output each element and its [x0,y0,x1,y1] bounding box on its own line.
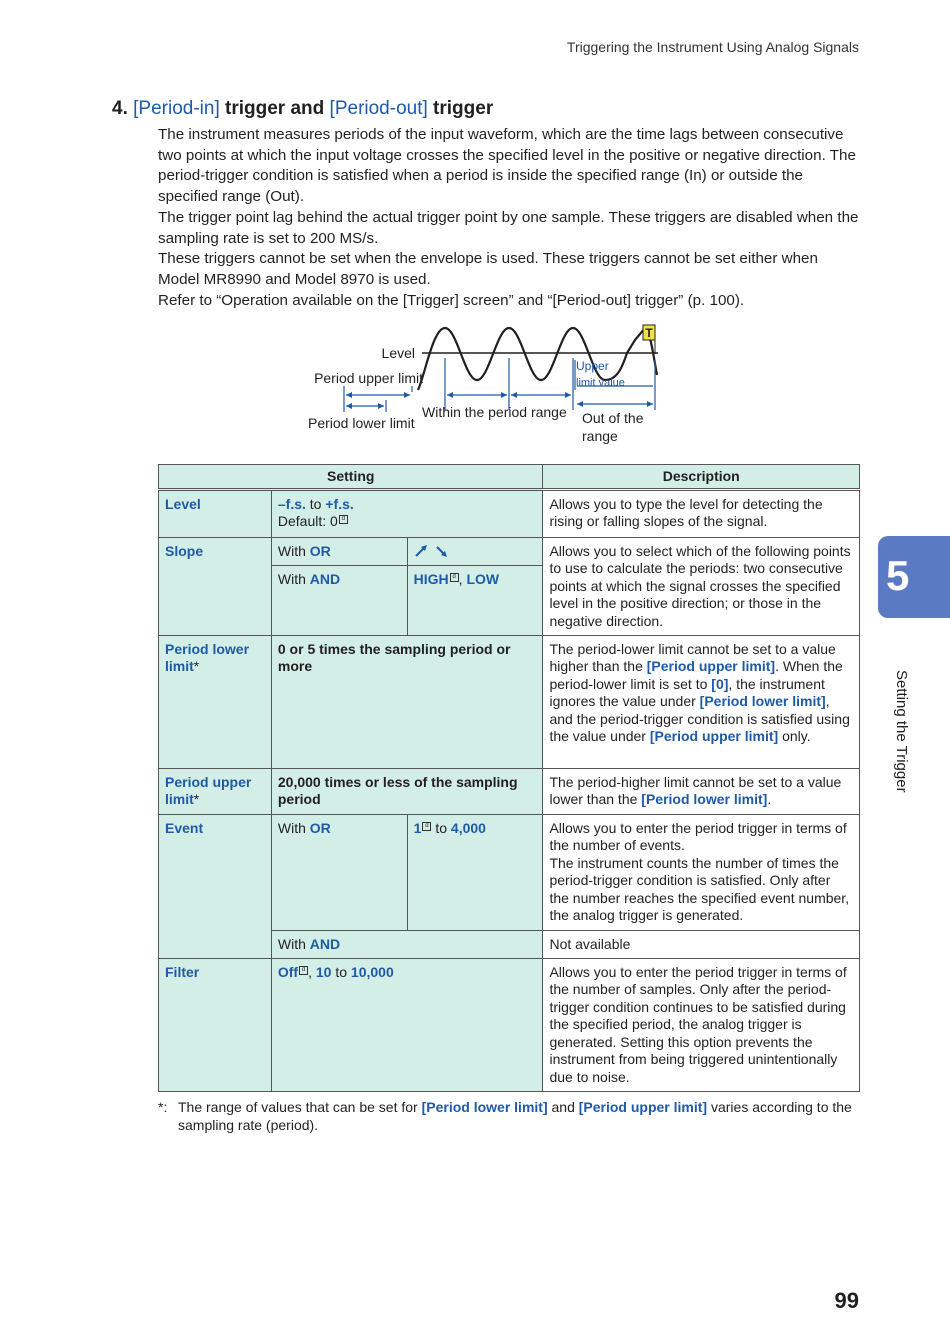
section-number: 4. [112,98,128,119]
period-upper-label: Period upper limit [314,370,423,386]
event-name: Event [159,814,272,958]
out-of-range-label: Out of the [582,410,644,426]
filter-value: Off d , 10 to 10,000 [271,958,543,1091]
slope-name: Slope [159,537,272,635]
upper-value-label-2: limit value [576,377,625,389]
default-marker-icon: d [450,573,459,582]
footnote-mark: *: [158,1099,168,1115]
settings-table [158,464,860,1092]
within-range-label: Within the period range [422,404,567,420]
intro-paragraph: The trigger point lag behind the actual trigger point by one sample. These triggers are disabled when the sampling rate is set to 200 MS/s. [158,208,859,247]
running-header: Triggering the Instrument Using Analog Signals [566,39,859,55]
intro-paragraph: These triggers cannot be set when the envelope is used. These triggers cannot be set either when Model MR8990 and Model 8970 is used. [158,250,818,288]
table-row [159,635,860,768]
period-upper-value: 20,000 times or less of the sampling period [271,768,543,814]
period-trigger-diagram [300,320,680,450]
event-and-description: Not available [543,930,860,958]
filter-name: Filter [159,958,272,1091]
default-marker-icon: d [422,822,431,831]
table-row [159,814,860,930]
slope-description: Allows you to select which of the following points to use to calculate the periods: two consecutive points at which the signal crosses the specified level in the positive direction; or those in the negative direction. [543,537,860,635]
page-number: 99 [834,1288,859,1313]
level-name: Level [159,489,272,537]
event-description: Allows you to enter the period trigger in terms of the number of events. The instrument counts the number of times the period-trigger condition is satisfied. Only after the number reaches the specified event number, the analog trigger is generated. [543,814,860,930]
table-row [159,537,860,565]
filter-description: Allows you to enter the period trigger in terms of the number of samples. Only after the period-trigger condition continues to be satisfied during the specified period, the analog trigger is generated. Setting this option prevents the instrument from being triggered unintentionally due to noise. [543,958,860,1091]
event-and-condition: With AND [271,930,543,958]
table-row [159,489,860,537]
chapter-tab [878,536,950,618]
upper-value-label: Upper [576,359,609,373]
slope-and-values: HIGH d , LOW [407,565,543,635]
header-description: Description [543,465,860,490]
table-header-row [159,465,860,490]
chapter-number: 5 [886,552,910,599]
event-or-condition: With OR [271,814,407,930]
slope-and-condition: With AND [271,565,407,635]
period-lower-name: Period lower limit* [159,635,272,768]
slope-arrows-icon [414,544,448,558]
period-lower-value: 0 or 5 times the sampling period or more [271,635,543,768]
intro-paragraph: Refer to “Operation available on the [Trigger] screen” and “[Period-out] trigger” (p. 100). [158,291,745,309]
table-row [159,768,860,814]
slope-or-values [407,537,543,565]
period-upper-name: Period upper limit* [159,768,272,814]
period-in-tag: [Period-in] [133,98,220,119]
event-or-values: 1 d to 4,000 [407,814,543,930]
footnote-text: The range of values that can be set for [Period lower limit] and [Period upper limit] varies according to the sampling rate (period). [178,1099,852,1133]
chapter-title: Setting the Trigger [893,670,910,793]
heading-tail: trigger [427,98,494,119]
period-upper-description: The period-higher limit cannot be set to a value lower than the [Period lower limit]. [543,768,860,814]
level-value: –f.s. to +f.s. Default: 0 d [271,489,543,537]
intro-text [158,125,863,311]
heading-mid: trigger and [219,98,330,119]
period-lower-label: Period lower limit [308,415,415,431]
table-row [159,958,860,1091]
default-marker-icon: d [299,966,308,975]
period-out-tag: [Period-out] [329,98,428,119]
header-setting: Setting [159,465,543,490]
trigger-marker-label: T [645,326,653,340]
level-label: Level [381,345,415,361]
intro-paragraph: The instrument measures periods of the input waveform, which are the time lags between consecutive two points at which the input voltage crosses the specified level in the positive or negative direction. The period-trigger condition is satisfied when a period is inside the specified range (In) or outside the specified range (Out). [158,126,856,206]
level-description: Allows you to type the level for detecting the rising or falling slopes of the signal. [543,489,860,537]
period-lower-description: The period-lower limit cannot be set to a value higher than the [Period upper limit]. When the period-lower limit is set to [0], the instrument ignores the value under [Period lower limit], and the period-trigger condition is satisfied using the value under [Period upper limit] only. [543,635,860,768]
section-heading [112,98,493,120]
default-marker-icon: d [339,515,348,524]
slope-or-condition: With OR [271,537,407,565]
footnote [158,1099,858,1134]
out-of-range-label-2: range [582,428,618,444]
